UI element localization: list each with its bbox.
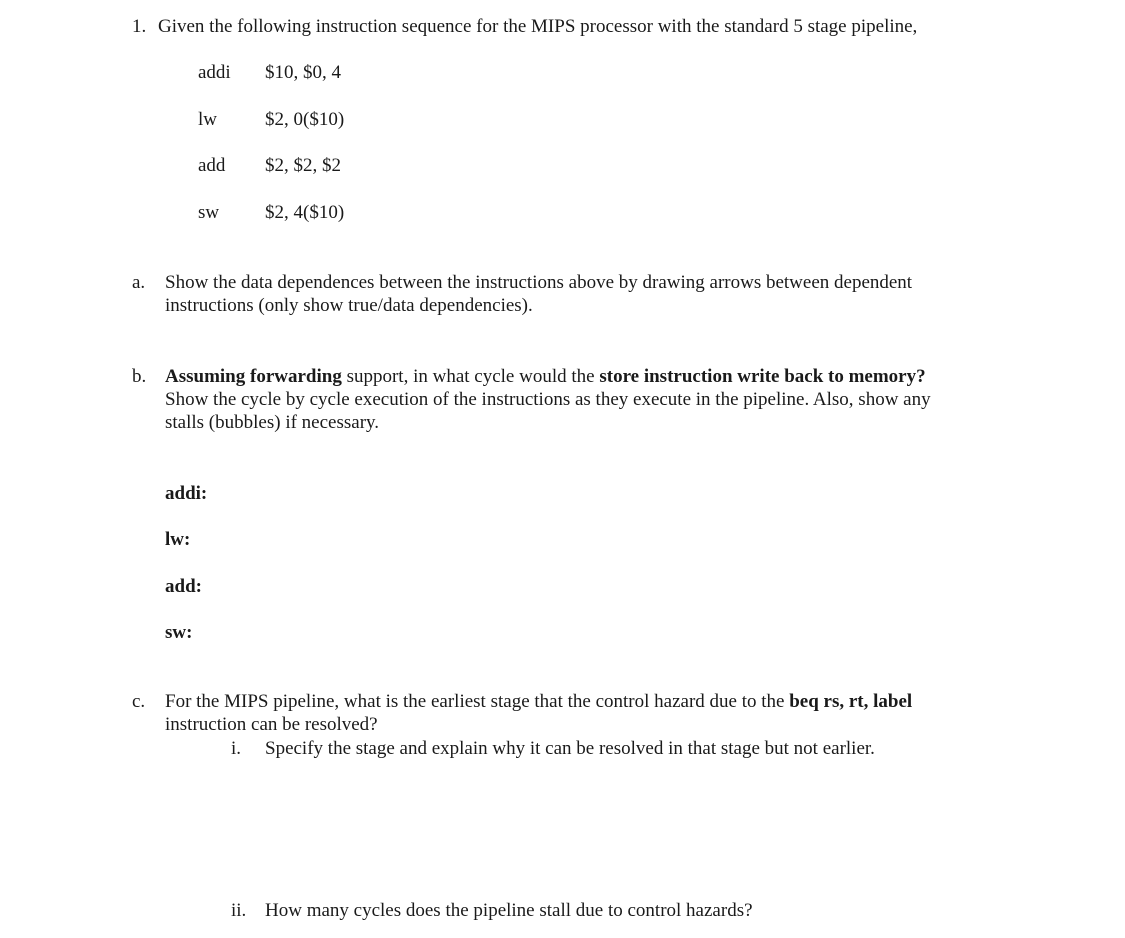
part-a-line2: instructions (only show true/data dependencies). — [165, 295, 533, 316]
part-c-line1 — [165, 690, 912, 713]
instruction-args-sw: $2, 4($10) — [265, 202, 345, 223]
part-b-bold-forwarding: Assuming forwarding — [165, 366, 342, 387]
part-b-label: b. — [132, 366, 147, 387]
pipeline-label-addi: addi: — [165, 483, 208, 504]
part-c-sub-i-label: i. — [231, 738, 242, 759]
pipeline-label-sw: sw: — [165, 622, 193, 643]
part-c-text1: For the MIPS pipeline, what is the earliest stage that the control hazard due to the — [165, 691, 790, 712]
part-c-line2: instruction can be resolved? — [165, 714, 378, 735]
part-a-label: a. — [132, 272, 146, 293]
instruction-op-add: add — [198, 155, 226, 176]
instruction-op-lw: lw — [198, 109, 217, 130]
part-b-line2: Show the cycle by cycle execution of the instructions as they execute in the pipeline. Also, show any — [165, 389, 931, 410]
instruction-args-lw: $2, 0($10) — [265, 109, 345, 130]
part-b-line1 — [165, 365, 926, 388]
part-c-sub-i-text: Specify the stage and explain why it can be resolved in that stage but not earlier. — [265, 738, 875, 759]
part-c-label: c. — [132, 691, 146, 712]
part-c-sub-ii-text: How many cycles does the pipeline stall due to control hazards? — [265, 900, 753, 921]
pipeline-label-lw: lw: — [165, 529, 191, 550]
part-b-line3: stalls (bubbles) if necessary. — [165, 412, 380, 433]
part-b-bold-store: store instruction write back to memory? — [599, 366, 926, 387]
part-b-text1: support, in what cycle would the — [341, 366, 600, 387]
part-c-sub-ii-label: ii. — [231, 900, 247, 921]
instruction-op-sw: sw — [198, 202, 220, 223]
part-a-line1: Show the data dependences between the instructions above by drawing arrows between dependent — [165, 272, 913, 293]
instruction-args-add: $2, $2, $2 — [265, 155, 341, 176]
instruction-op-addi: addi — [198, 62, 231, 83]
question-intro: Given the following instruction sequence for the MIPS processor with the standard 5 stage pipeline, — [158, 16, 918, 37]
question-number: 1. — [132, 16, 147, 37]
pipeline-label-add: add: — [165, 576, 202, 597]
instruction-args-addi: $10, $0, 4 — [265, 62, 341, 83]
part-c-bold-beq: beq rs, rt, label — [789, 691, 913, 712]
